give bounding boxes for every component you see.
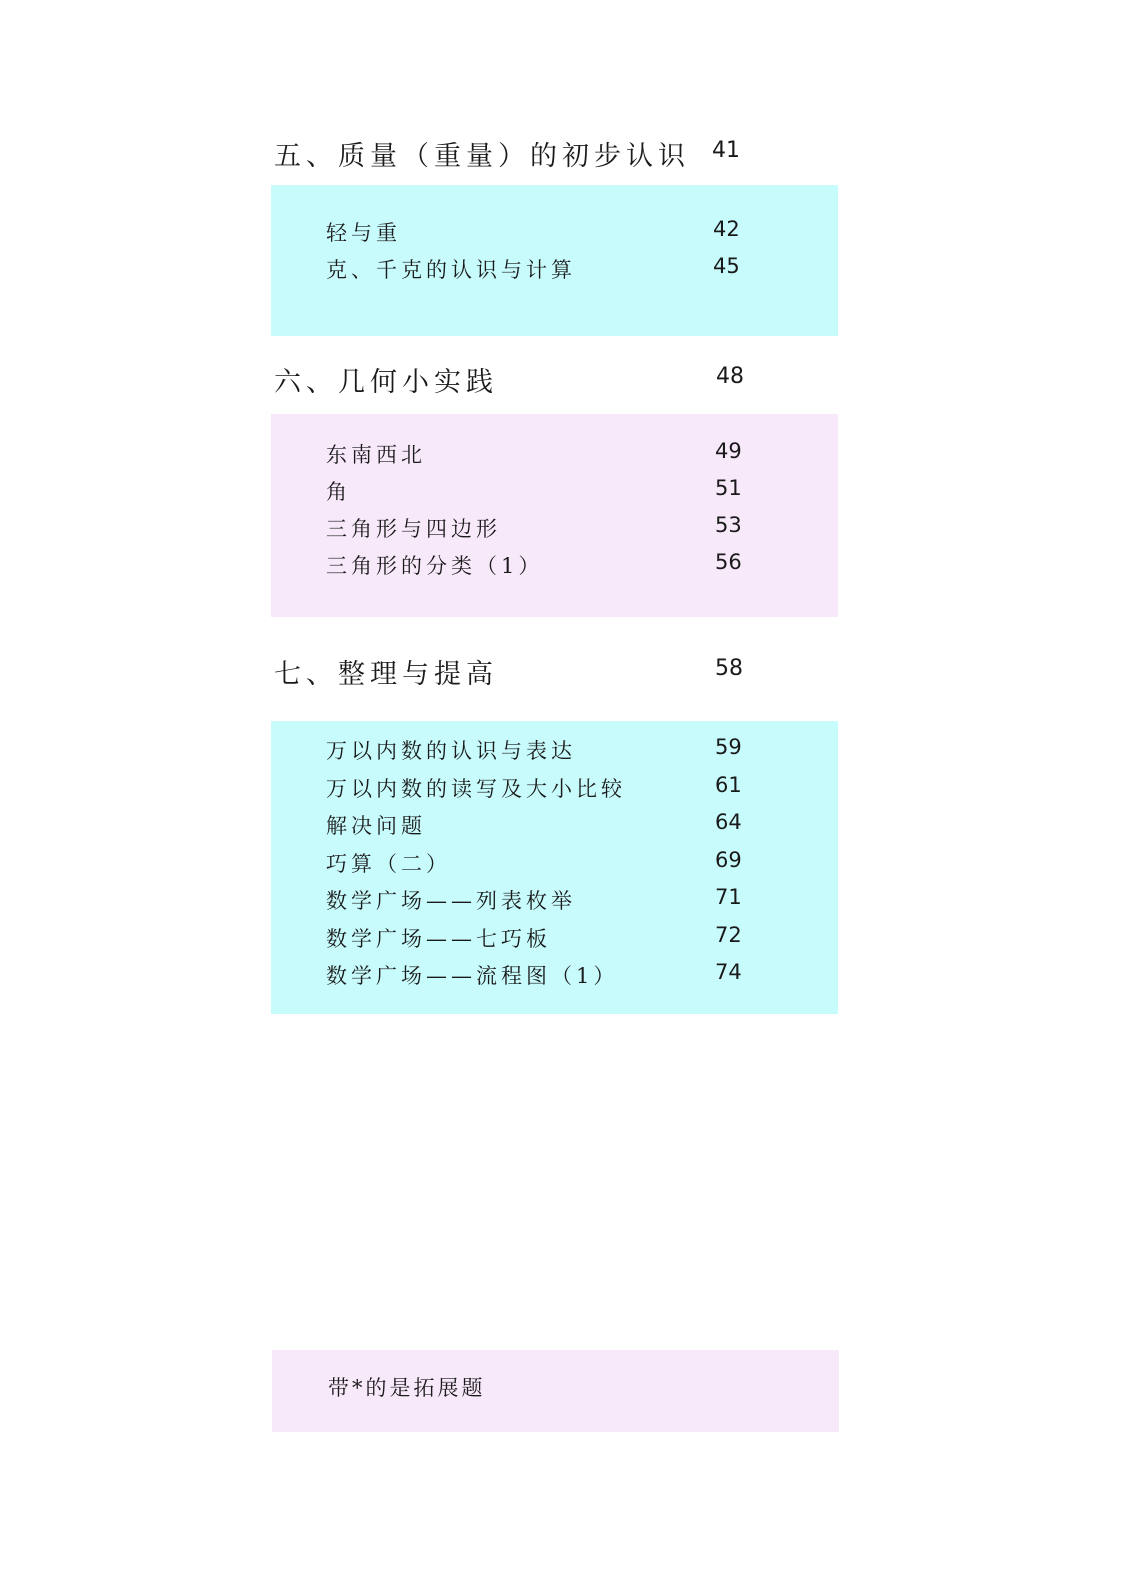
toc-entry[interactable] (271, 960, 838, 997)
toc-entry[interactable] (271, 885, 838, 922)
chapter-heading-6[interactable] (274, 360, 754, 400)
toc-entry[interactable] (271, 735, 838, 772)
chapter-page-number: 58 (715, 656, 743, 681)
footnote-text: 带*的是拓展题 (328, 1376, 486, 1400)
entry-title: 三角形与四边形 (326, 517, 501, 541)
entry-page-number: 42 (713, 217, 740, 241)
entry-title: 万以内数的读写及大小比较 (326, 777, 626, 801)
toc-entry[interactable] (271, 848, 838, 885)
toc-entry[interactable] (271, 439, 838, 476)
entry-title: 数学广场——七巧板 (326, 927, 551, 951)
chapter-7-section-box (271, 721, 838, 1014)
toc-entry[interactable] (271, 550, 838, 587)
toc-entry[interactable] (271, 923, 838, 960)
entry-title: 万以内数的认识与表达 (326, 739, 576, 763)
entry-page-number: 72 (715, 923, 742, 947)
entry-title: 东南西北 (326, 443, 426, 467)
entry-title: 巧算（二） (326, 852, 451, 876)
toc-entry[interactable] (271, 217, 838, 254)
entry-title: 数学广场——列表枚举 (326, 889, 576, 913)
entry-page-number: 61 (715, 773, 742, 797)
chapter-page-number: 41 (712, 138, 740, 163)
toc-entry[interactable] (271, 476, 838, 513)
entry-page-number: 49 (715, 439, 742, 463)
toc-entry[interactable] (271, 513, 838, 550)
entry-title: 克、千克的认识与计算 (326, 258, 576, 282)
chapter-title: 七、整理与提高 (274, 659, 498, 690)
chapter-title: 六、几何小实践 (274, 367, 498, 398)
entry-page-number: 71 (715, 885, 742, 909)
chapter-6-section-box (271, 414, 838, 617)
entry-title: 解决问题 (326, 814, 426, 838)
entry-title: 数学广场——流程图（1） (326, 964, 619, 988)
entry-page-number: 69 (715, 848, 742, 872)
footnote-box (272, 1350, 839, 1432)
toc-entry[interactable] (271, 254, 838, 291)
toc-entry[interactable] (271, 773, 838, 810)
toc-entry[interactable] (271, 810, 838, 847)
chapter-page-number: 48 (716, 364, 744, 389)
chapter-heading-7[interactable] (274, 652, 754, 692)
chapter-title: 五、质量（重量）的初步认识 (274, 141, 690, 172)
entry-page-number: 64 (715, 810, 742, 834)
entry-title: 角 (326, 480, 351, 504)
entry-page-number: 45 (713, 254, 740, 278)
entry-page-number: 51 (715, 476, 742, 500)
chapter-heading-5[interactable] (274, 134, 754, 174)
entry-page-number: 74 (715, 960, 742, 984)
entry-page-number: 59 (715, 735, 742, 759)
entry-page-number: 53 (715, 513, 742, 537)
entry-page-number: 56 (715, 550, 742, 574)
entry-title: 三角形的分类（1） (326, 554, 544, 578)
entry-title: 轻与重 (326, 221, 401, 245)
chapter-5-section-box (271, 185, 838, 336)
